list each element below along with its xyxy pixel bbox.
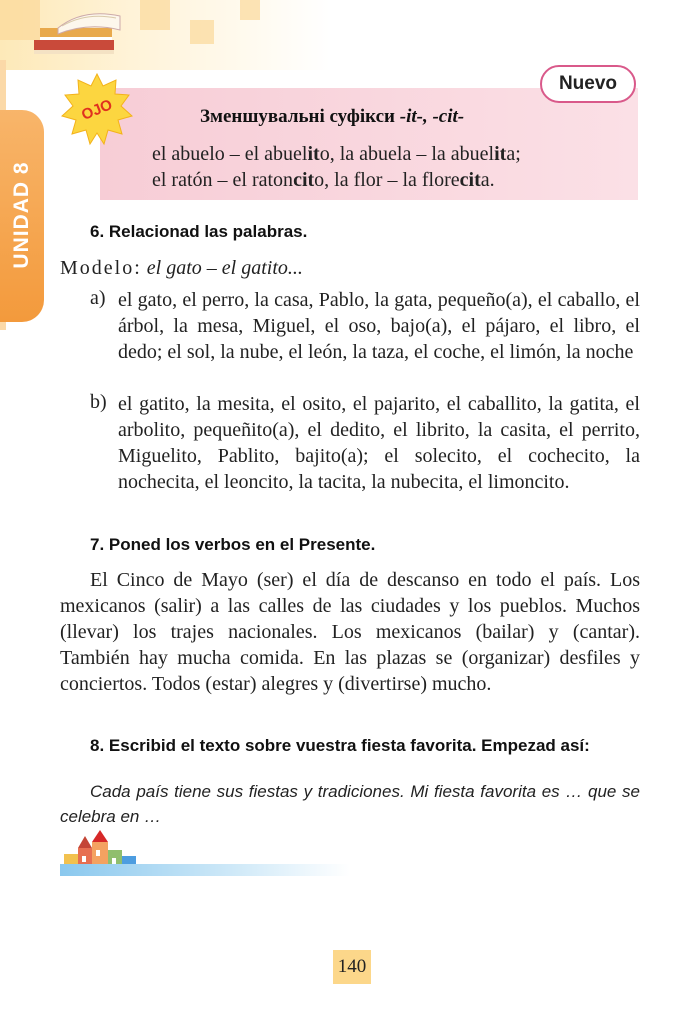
list-b-label: b) xyxy=(90,391,107,413)
rule-line2-segment: el ratón – el raton xyxy=(152,169,294,191)
new-badge: Nuevo xyxy=(540,65,636,103)
rule-example-line-1 xyxy=(152,143,521,166)
books-icon xyxy=(28,6,128,58)
exercise-7-body: El Cinco de Mayo (ser) el día de descanso en todo el país. Los mexicanos (salir) a las calles de las ciudades y los pueblos. Muchos (llevar) los trajes nacionales. Los mexicanos (bailar) y (cantar). También hay mucha comida. En las plazas se (organizar) desfiles y conciertos. Todos (estar) alegres y (divertirse) mucho. xyxy=(60,569,640,695)
unit-label: UNIDAD 8 xyxy=(10,161,33,269)
rule-line1-segment: a; xyxy=(506,143,521,165)
list-b-text: el gatito, la mesita, el osito, el pajarito, el caballito, la gatita, el arbolito, pequeñito(a), el dedito, el librito, la casita, el perrito, Miguelito, Pablito, bajito(a); el solecito, el cochecito, la nochecita, el leoncito, la tacita, la nubecita, el limoncito. xyxy=(118,393,640,493)
model-label: Modelo: xyxy=(60,257,142,279)
model-text: el gato – el gatito... xyxy=(146,257,303,279)
rule-title-suffixes: -it-, -cit- xyxy=(399,106,465,127)
rule-line1-segment: el abuelo – el abuel xyxy=(152,143,308,165)
exercise-6-heading: 6. Relacionad las palabras. xyxy=(90,222,308,241)
rule-title xyxy=(200,106,464,128)
list-a-text: el gato, el perro, la casa, Pablo, la gata, pequeño(a), el caballo, el árbol, la mesa, Miguel, el oso, bajo(a), el pájaro, el libro, el dedo; el sol, la nube, el león, la taza, el coche, el limón, la noche xyxy=(118,289,640,363)
rule-line2-segment: o, la flor – la flore xyxy=(314,169,460,191)
rule-line1-segment: o, la abuela – la abuel xyxy=(319,143,495,165)
decorative-line xyxy=(60,864,350,876)
exercise-7-text xyxy=(60,567,640,697)
exercise-8-body: Cada país tiene sus fiestas y tradiciones. Mi fiesta favorita es … que se celebra en … xyxy=(60,782,640,826)
rule-line1-segment: it xyxy=(307,143,320,165)
page-number: 140 xyxy=(333,950,371,984)
rule-line1-segment: it xyxy=(494,143,507,165)
list-a-label: a) xyxy=(90,287,106,309)
exercise-7-heading: 7. Poned los verbos en el Presente. xyxy=(90,535,376,554)
rule-line2-segment: cit xyxy=(459,169,481,191)
exercise-8-heading: 8. Escribid el texto sobre vuestra fiesta favorita. Empezad así: xyxy=(90,736,590,755)
rule-example-line-2 xyxy=(152,169,495,192)
rule-title-text: Зменшувальні суфікси xyxy=(200,106,395,127)
exercise-8-text xyxy=(60,779,640,829)
ojo-badge-text: OJO xyxy=(79,96,115,124)
rule-line2-segment: a. xyxy=(480,169,495,191)
rule-line2-segment: cit xyxy=(293,169,315,191)
model-line xyxy=(60,257,303,280)
